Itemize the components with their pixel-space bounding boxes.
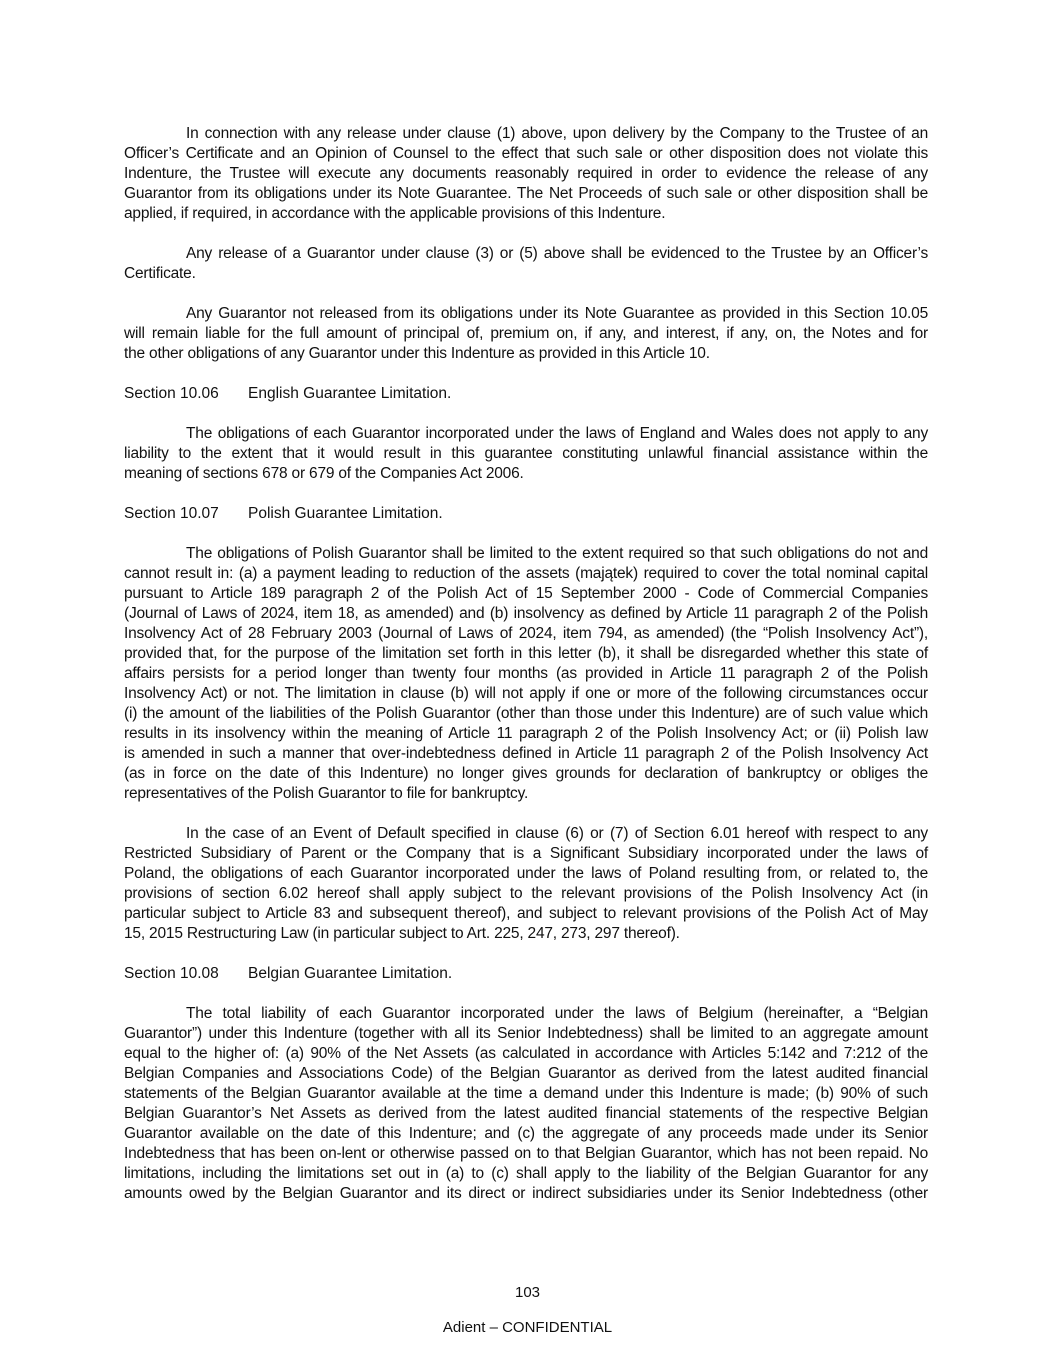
text-line: Any release of a Guarantor under clause (3) or (5) above shall be evidenced to the Trustee by an Officer’s [186,245,928,262]
text-line: Guarantor available on the date of this Indenture; and (c) the aggregate of any proceeds made under its Senior [124,1125,928,1142]
text-line: Belgian Companies and Associations Code) of the Belgian Guarantor as derived from the latest audited financial [124,1065,928,1082]
text-line: results in its insolvency within the meaning of Article 11 paragraph 2 of the Polish Insolvency Act; or (ii) Polish law [124,725,928,742]
text-line: Indebtedness that has been on-lent or otherwise passed on to that Belgian Guarantor, which has not been repaid. No [124,1145,928,1162]
text-line: particular subject to Article 83 and subsequent thereof), and subject to relevant provisions of the Polish Act of May [124,905,928,922]
text-line: Any Guarantor not released from its obligations under its Note Guarantee as provided in this Section 10.05 [186,305,928,322]
text-line: In connection with any release under clause (1) above, upon delivery by the Company to the Trustee of an [186,125,928,142]
text-line: Insolvency Act) or not. The limitation in clause (b) will not apply if one or more of the following circumstances occur [124,685,928,702]
text-line: equal to the higher of: (a) 90% of the Net Assets (as calculated in accordance with Articles 5:142 and 7:212 of the [124,1045,928,1062]
text-line: The total liability of each Guarantor incorporated under the laws of Belgium (hereinafter, a “Belgian [186,1005,928,1022]
section-title: Belgian Guarantee Limitation. [248,965,453,982]
text-line: cannot result in: (a) a payment leading to reduction of the assets (majątek) required to cover the total nominal capital [124,565,928,582]
page-number: 103 [514,1284,541,1301]
section-number: Section 10.07 [124,505,219,522]
section-title: Polish Guarantee Limitation. [248,505,443,522]
text-line: pursuant to Article 189 paragraph 2 of the Polish Act of 15 September 2000 - Code of Commercial Companies [124,585,928,602]
text-line: applied, if required, in accordance with the applicable provisions of this Indenture. [124,205,666,222]
paragraph [124,304,928,364]
paragraph [124,124,928,224]
document-body [124,124,928,1224]
text-line: The obligations of each Guarantor incorporated under the laws of England and Wales does not apply to any [186,425,928,442]
text-line: Certificate. [124,265,196,282]
text-line: the other obligations of any Guarantor under this Indenture as provided in this Article 10. [124,345,710,362]
section-number: Section 10.06 [124,385,219,402]
text-line: Belgian Guarantor’s Net Assets as derived from the latest audited financial statements of the respective Belgian [124,1105,928,1122]
paragraph [124,1004,928,1204]
section-title: English Guarantee Limitation. [248,385,452,402]
section-heading [124,384,928,404]
text-line: Officer’s Certificate and an Opinion of Counsel to the effect that such sale or other disposition does not violate this [124,145,928,162]
text-line: meaning of sections 678 or 679 of the Companies Act 2006. [124,465,524,482]
text-line: Indenture, the Trustee will execute any documents reasonably required in order to evidence the release of any [124,165,928,182]
section-number: Section 10.08 [124,965,219,982]
text-line: statements of the Belgian Guarantor available at the time a demand under this Indenture is made; (b) 90% of such [124,1085,928,1102]
paragraph [124,244,928,284]
text-line: Poland, the obligations of each Guarantor incorporated under the laws of Poland resulting from, or related to, the [124,865,928,882]
section-heading [124,964,928,984]
text-line: In the case of an Event of Default specified in clause (6) or (7) of Section 6.01 hereof with respect to any [186,825,928,842]
text-line: The obligations of Polish Guarantor shall be limited to the extent required so that such obligations do not and [186,545,928,562]
section-heading [124,504,928,524]
text-line: provided that, for the purpose of the limitation set forth in this letter (b), it shall be disregarded whether this state of [124,645,928,662]
text-line: amounts owed by the Belgian Guarantor and its direct or indirect subsidiaries under its Senior Indebtedness (other [124,1185,928,1202]
text-line: liability to the extent that it would result in this guarantee constituting unlawful financial assistance within the [124,445,928,462]
text-line: Insolvency Act of 28 February 2003 (Journal of Laws of 2024, item 794, as amended) (the “Polish Insolvency Act”), [124,625,928,642]
text-line: limitations, including the limitations set out in (a) to (c) shall apply to the liability of the Belgian Guarantor for any [124,1165,928,1182]
paragraph [124,544,928,804]
paragraph [124,424,928,484]
text-line: (Journal of Laws of 2024, item 18, as amended) and (b) insolvency as defined by Article 11 paragraph 2 of the Polish [124,605,928,622]
text-line: 15, 2015 Restructuring Law (in particular subject to Art. 225, 247, 273, 297 thereof). [124,925,680,942]
text-line: (i) the amount of the liabilities of the Polish Guarantor (other than those under this Indenture) are of such value which [124,705,928,722]
confidential-footer: Adient – CONFIDENTIAL [442,1319,613,1336]
text-line: (as in force on the date of this Indenture) no longer gives grounds for declaration of bankruptcy or obliges the [124,765,928,782]
paragraph [124,824,928,944]
text-line: representatives of the Polish Guarantor to file for bankruptcy. [124,785,529,802]
text-line: affairs persists for a period longer than twenty four months (as provided in Article 11 paragraph 2 of the Polish [124,665,928,682]
text-line: Restricted Subsidiary of Parent or the Company that is a Significant Subsidiary incorporated under the laws of [124,845,928,862]
text-line: is amended in such a manner that over-indebtedness defined in Article 11 paragraph 2 of the Polish Insolvency Act [124,745,928,762]
text-line: Guarantor”) under this Indenture (together with all its Senior Indebtedness) shall be limited to an aggregate amount [124,1025,928,1042]
text-line: Guarantor from its obligations under its Note Guarantee. The Net Proceeds of such sale or other disposition shall be [124,185,928,202]
text-line: will remain liable for the full amount of principal of, premium on, if any, and interest, if any, on, the Notes and for [124,325,928,342]
text-line: provisions of section 6.02 hereof shall apply subject to the relevant provisions of the Polish Insolvency Act (in [124,885,928,902]
